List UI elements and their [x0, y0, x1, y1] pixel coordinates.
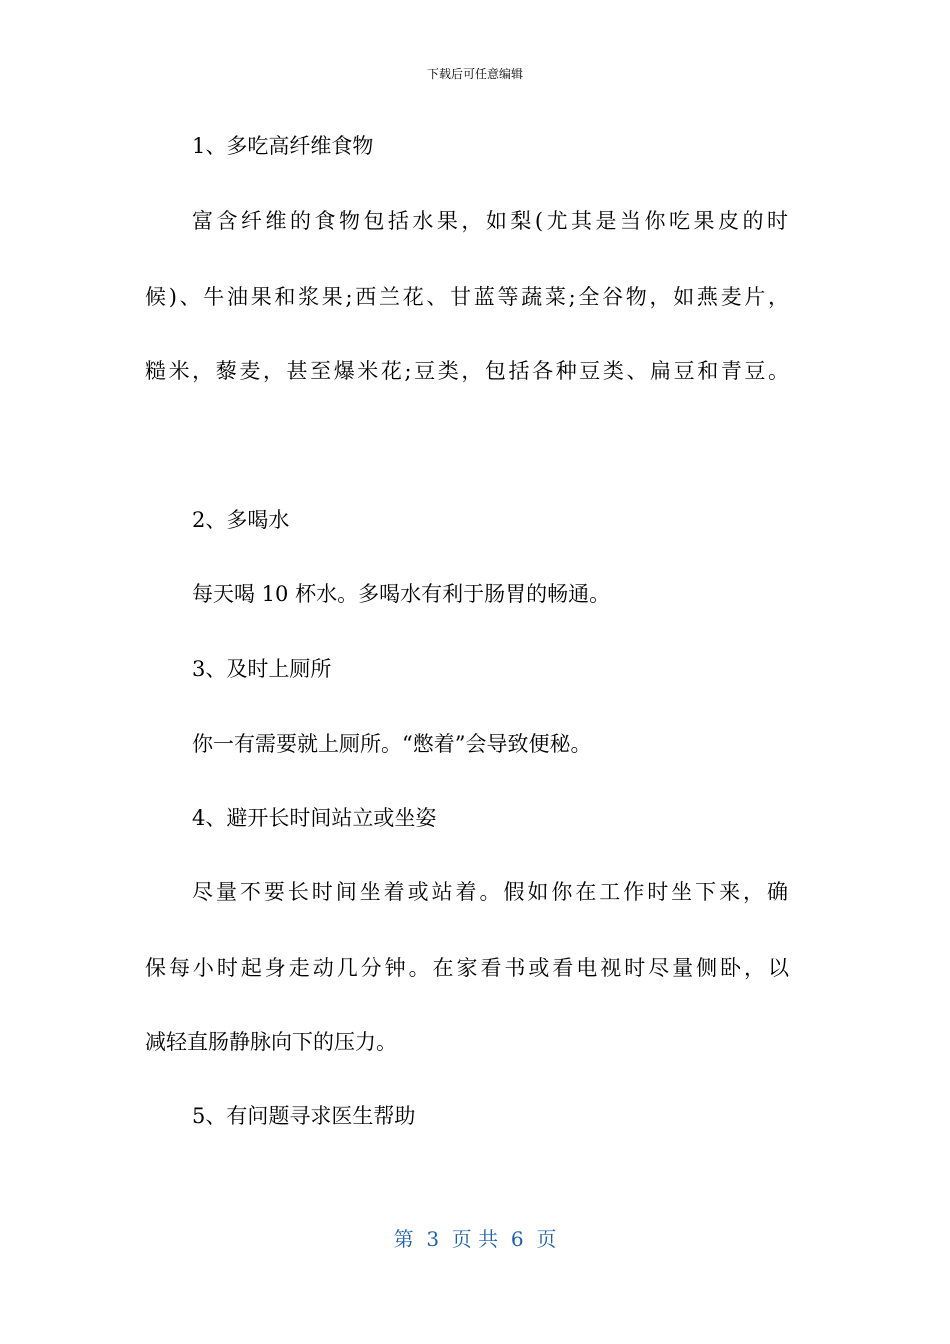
- section-4-paragraph-line-3: 减轻直肠静脉向下的压力。: [145, 1030, 397, 1054]
- page-number-footer: 第 3 页 共 6 页: [393, 1227, 557, 1251]
- section-1-paragraph-line-1: 富含纤维的食物包括水果，如梨(尤其是当你吃果皮的时: [192, 209, 788, 233]
- section-1-paragraph-line-2: 候)、牛油果和浆果;西兰花、甘蓝等蔬菜;全谷物，如燕麦片，: [145, 285, 789, 309]
- section-1-paragraph-line-3: 糙米，藜麦，甚至爆米花;豆类，包括各种豆类、扁豆和青豆。: [145, 359, 789, 383]
- section-2-paragraph-line-1: 每天喝 10 杯水。多喝水有利于肠胃的畅通。: [192, 582, 611, 606]
- section-4-heading: 4、避开长时间站立或坐姿: [192, 806, 437, 830]
- page-header: 下载后可任意编辑: [426, 67, 523, 81]
- section-4-paragraph-line-1: 尽量不要长时间坐着或站着。假如你在工作时坐下来，确: [192, 880, 788, 904]
- section-3-paragraph-line-1: 你一有需要就上厕所。“憋着”会导致便秘。: [192, 732, 592, 756]
- section-5-heading: 5、有问题寻求医生帮助: [192, 1104, 416, 1128]
- section-3-heading: 3、及时上厕所: [192, 657, 332, 681]
- section-2-heading: 2、多喝水: [192, 508, 290, 532]
- section-1-heading: 1、多吃高纤维食物: [192, 134, 374, 158]
- section-4-paragraph-line-2: 保每小时起身走动几分钟。在家看书或看电视时尽量侧卧，以: [145, 956, 789, 980]
